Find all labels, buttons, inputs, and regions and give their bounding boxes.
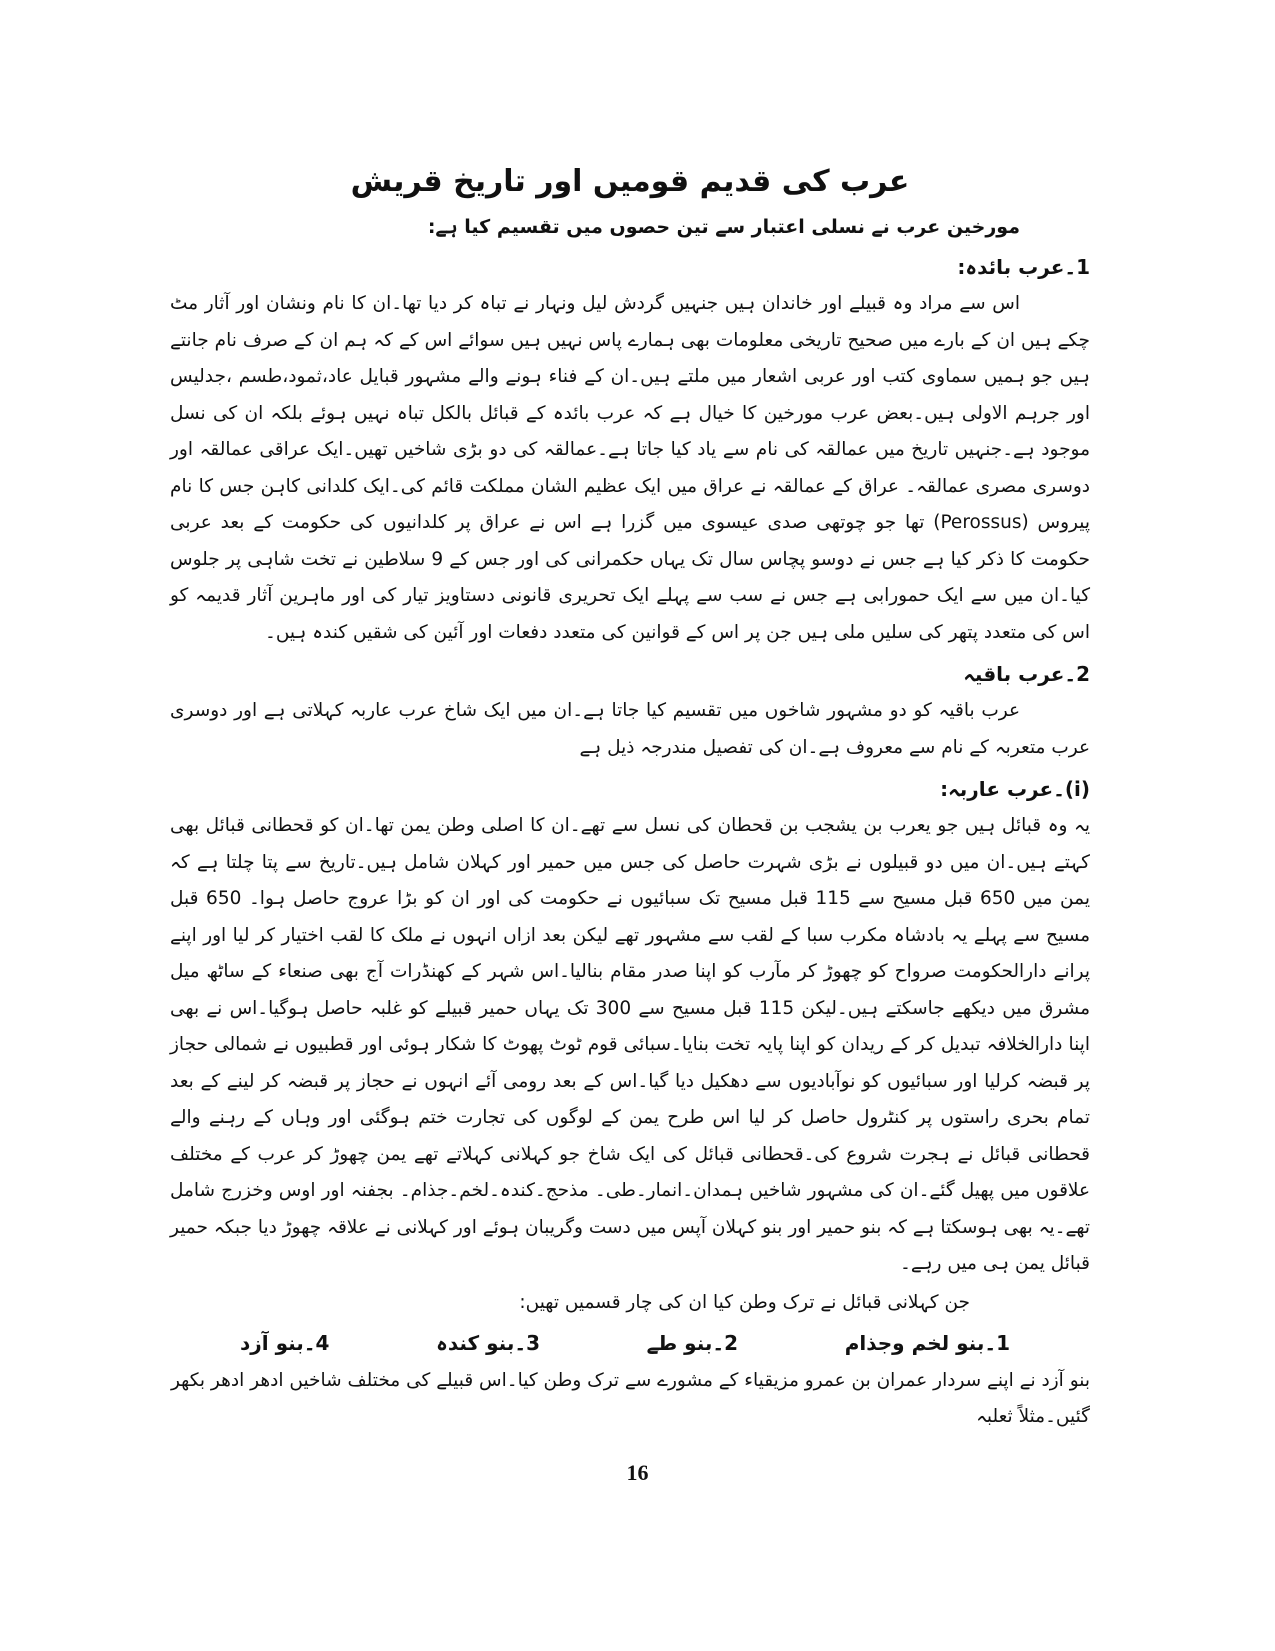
section-body-arab-baida: اس سے مراد وہ قبیلے اور خاندان ہیں جنہیں گردش لیل ونہار نے تباہ کر دیا تھا۔ان کا نام ونشان اور آثار مٹ چکے ہیں ان کے بارے میں صحیح تاریخی معلومات بھی ہمارے پاس نہیں ہیں سوائے اس کے کہ ہم ان کے صرف نام جانتے ہیں جو ہمیں سماوی کتب اور عربی اشعار میں ملتے ہیں۔ان کے فناء ہونے والے مشہور قبایل عاد،ثمود،طسم ،جدلیس اور جرہم الاولی ہیں۔بعض عرب مورخین کا خیال ہے کہ عرب بائدہ کے قبائل بالکل تباہ نہیں ہوئے بلکہ ان کی نسل موجود ہے۔جنہیں تاریخ میں عمالقہ کی نام سے یاد کیا جاتا ہے۔عمالقہ کی دو بڑی شاخیں تھیں۔ایک عراقی عمالقہ اور دوسری مصری عمالقہ۔ عراق کے عمالقہ نے عراق میں ایک عظیم الشان مملکت قائم کی۔ایک کلدانی کاہن جس کا نام پیروس (Perossus) تھا جو چوتھی صدی عیسوی میں گزرا ہے اس نے عراق پر کلدانیوں کی حکومت کے بعد عربی حکومت کا ذکر کیا ہے جس نے دوسو پچاس سال تک یہاں حکمرانی کی اور جس کے 9 سلاطین نے تخت شاہی پر جلوس کیا۔ان میں سے ایک حمورابی ہے جس نے سب سے پہلے ایک تحریری قانونی دستاویز تیار کی اور ماہرین آثار قدیمہ کو اس کی متعدد پتھر کی سلیں ملی ہیں جن پر اس کے قوانین کی متعدد دفعات اور آئین کی شقیں کندہ ہیں۔	[170, 293, 1091, 643]
tribes-list	[240, 1323, 1010, 1363]
section-heading-arab-baida: 1۔عرب بائدہ:	[957, 255, 1090, 279]
tribe-item: 4۔بنو آزد	[240, 1330, 330, 1355]
page-title: عرب کی قدیم قومیں اور تاریخ قریش	[350, 164, 910, 199]
page-content	[170, 160, 1090, 1435]
section-body-arab-ariba: یہ وہ قبائل ہیں جو یعرب بن یشجب بن قحطان کی نسل سے تھے۔ان کا اصلی وطن یمن تھا۔ان کو قحطانی قبائل بھی کہتے ہیں۔ان میں دو قبیلوں نے بڑی شہرت حاصل کی جس میں حمیر اور کہلان شامل ہیں۔تاریخ سے پتا چلتا ہے کہ یمن میں 650 قبل مسیح سے 115 قبل مسیح تک سبائیوں نے حکومت کی اور ان کو بڑا عروج حاصل ہوا۔ 650 قبل مسیح سے پہلے یہ بادشاہ مکرب سبا کے لقب سے مشہور تھے لیکن بعد ازاں انہوں نے ملک کا لقب اختیار کر لیا اور اپنے پرانے دارالحکومت صرواح کو چھوڑ کر مآرب کو اپنا صدر مقام بنالیا۔اس شہر کے کھنڈرات آج بھی صنعاء کے ساٹھ میل مشرق میں دیکھے جاسکتے ہیں۔لیکن 115 قبل مسیح سے 300 تک یہاں حمیر قبیلے کو غلبہ حاصل ہوگیا۔اس نے بھی اپنا دارالخلافہ تبدیل کر کے ریدان کو اپنا پایہ تخت بنایا۔سبائی قوم ٹوٹ پھوٹ کا شکار ہوئی اور قطبیوں نے شمالی حجاز پر قبضہ کرلیا اور سبائیوں کو نوآبادیوں سے دھکیل دیا گیا۔اس کے بعد رومی آئے انہوں نے حجاز پر قبضہ کر لینے کے بعد تمام بحری راستوں پر کنٹرول حاصل کر لیا اس طرح یمن کے لوگوں کی تجارت ختم ہوگئی اور وہاں کے رہنے والے قحطانی قبائل نے ہجرت شروع کی۔قحطانی قبائل کی ایک شاخ جو کہلانی کہلاتے تھے یمن چھوڑ کر عرب کے مختلف علاقوں میں پھیل گئے۔ان کی مشہور شاخیں ہمدان۔انمار۔طی۔ مذحج۔کندہ۔لخم۔جذام۔ بجفنہ اور اوس وخزرج شامل تھے۔یہ بھی ہوسکتا ہے کہ بنو حمیر اور بنو کہلان آپس میں دست وگریبان ہوئے اور کہلانی نے علاقہ چھوڑ دیا جبکہ حمیر قبائل یمن ہی میں رہے۔	[170, 815, 1090, 1274]
section-body-arab-baqiya: عرب باقیہ کو دو مشہور شاخوں میں تقسیم کیا جاتا ہے۔ان میں ایک شاخ عرب عاربہ کہلاتی ہے اور دوسری عرب متعربہ کے نام سے معروف ہے۔ان کی تفصیل مندرجہ ذیل ہے	[170, 700, 1090, 758]
section-heading-arab-ariba: (i)۔عرب عاربہ:	[940, 777, 1090, 801]
intro-line: مورخین عرب نے نسلی اعتبار سے تین حصوں میں تقسیم کیا ہے:	[427, 216, 1020, 238]
tribe-item: 2۔بنو طے	[646, 1330, 739, 1355]
tribe-item: 3۔بنو کندہ	[436, 1330, 540, 1355]
tribes-list-intro: جن کہلانی قبائل نے ترک وطن کیا ان کی چار قسمیں تھیں:	[519, 1291, 970, 1313]
closing-line: بنو آزد نے اپنے سردار عمران بن عمرو مزیقیاء کے مشورے سے ترک وطن کیا۔اس قبیلے کی مختلف شاخیں ادھر ادھر بکھر گئیں۔مثلاً ثعلبہ	[170, 1369, 1090, 1427]
tribe-item: 1۔بنو لخم وجذام	[844, 1330, 1010, 1355]
page-number: 16	[626, 1460, 649, 1485]
section-heading-arab-baqiya: 2۔عرب باقیہ	[963, 662, 1090, 686]
